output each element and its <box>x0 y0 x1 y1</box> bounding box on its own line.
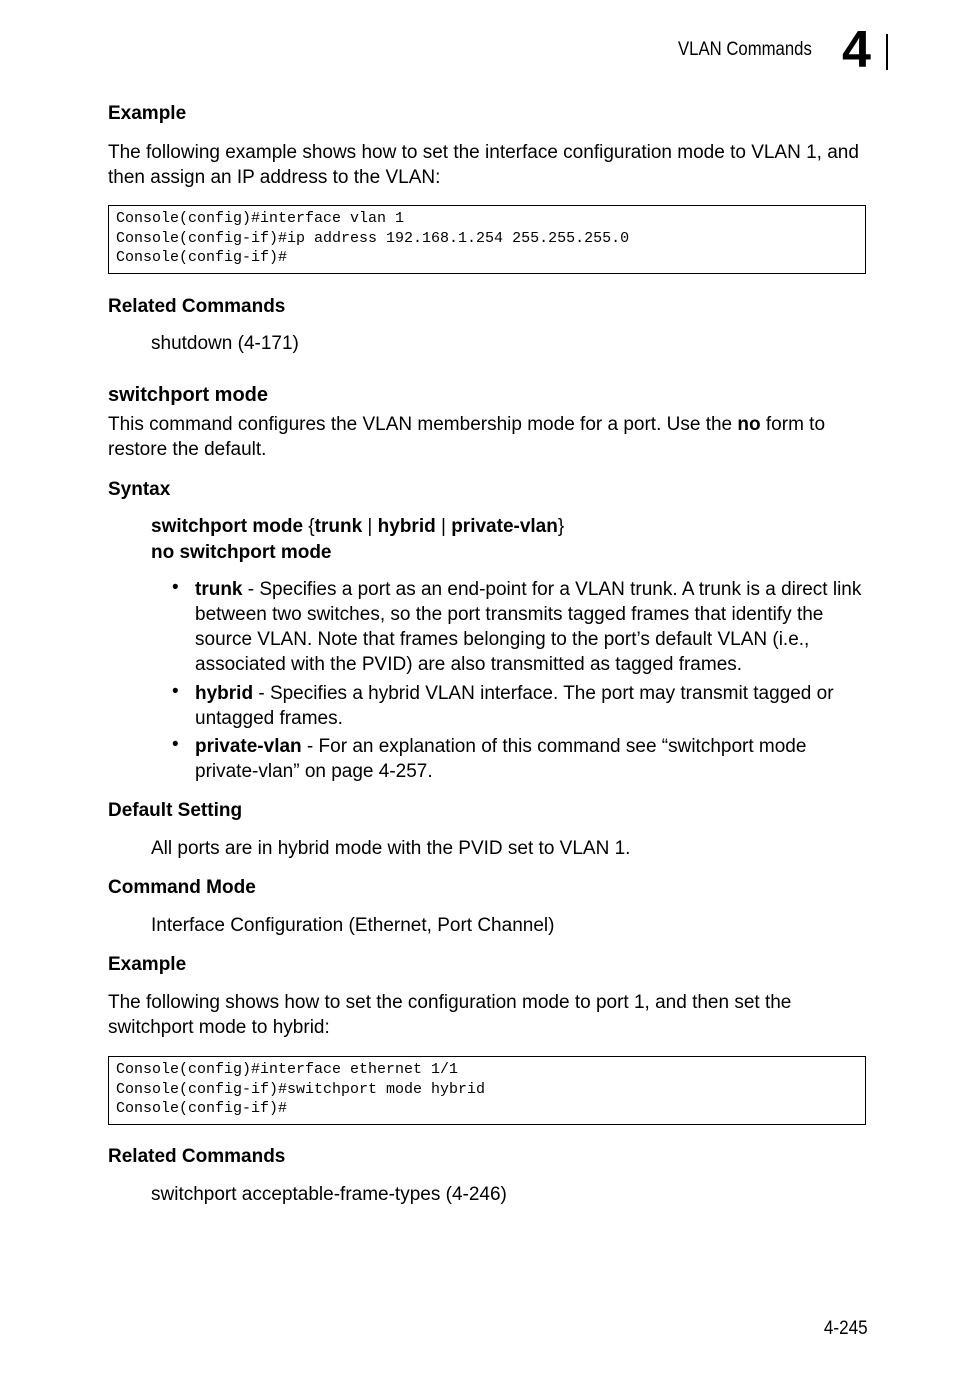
example-intro: The following shows how to set the configuration mode to port 1, and then set the switchport mode to hybrid: <box>108 992 792 1038</box>
code-block <box>108 1056 866 1125</box>
related-commands-heading: Related Commands <box>108 296 286 317</box>
related-command-link: switchport acceptable-frame-types (4-246) <box>151 1184 507 1205</box>
parameter-term: hybrid <box>195 683 254 704</box>
syntax-punct: | <box>362 516 378 537</box>
syntax-heading: Syntax <box>108 479 171 500</box>
bullet-marker: • <box>172 681 179 702</box>
syntax-command: no switchport mode <box>151 542 332 563</box>
description-text: This command configures the VLAN membership mode for a port. Use the <box>108 414 738 435</box>
chapter-number: 4 <box>842 21 871 79</box>
syntax-punct: { <box>303 516 315 537</box>
bullet-marker: • <box>172 734 179 755</box>
command-title: switchport mode <box>108 384 269 406</box>
syntax-punct: | <box>435 516 452 537</box>
parameter-term: private-vlan <box>195 736 302 757</box>
list-item <box>195 734 867 784</box>
syntax-command: switchport mode <box>151 516 304 537</box>
code-line: Console(config-if)#switchport mode hybrid <box>116 1080 486 1098</box>
code-line: Console(config)#interface ethernet 1/1 <box>116 1061 459 1078</box>
parameter-description: - Specifies a hybrid VLAN interface. The port may transmit tagged or untagged frames. <box>195 683 834 729</box>
default-setting-heading: Default Setting <box>108 800 243 821</box>
example-intro: The following example shows how to set the interface configuration mode to VLAN 1, and then assign an IP address to the VLAN: <box>108 142 859 188</box>
example-heading: Example <box>108 954 187 975</box>
bullet-marker: • <box>172 577 179 598</box>
code-line: Console(config-if)#ip address 192.168.1.254 255.255.255.0 <box>116 229 630 247</box>
syntax-no-form <box>151 540 332 565</box>
parameter-description: - Specifies a port as an end-point for a VLAN trunk. A trunk is a direct link between two switches, so the port transmits tagged frames that identify the source VLAN. Note that frames belonging to the port’s default VLAN (i.e., associated with the PVID) are also transmitted as tagged frames. <box>195 579 862 675</box>
related-command-link: shutdown (4-171) <box>151 333 299 354</box>
page-number: 4-245 <box>824 1318 868 1339</box>
example-heading: Example <box>108 103 187 124</box>
related-commands-heading: Related Commands <box>108 1146 286 1167</box>
running-header-title: VLAN Commands <box>678 39 812 60</box>
command-mode-heading: Command Mode <box>108 877 256 898</box>
syntax-punct: } <box>557 516 565 537</box>
chapter-divider <box>886 34 888 70</box>
parameter-description: - For an explanation of this command see “switchport mode private-vlan” on page 4-257. <box>195 736 807 782</box>
syntax-option: trunk <box>314 516 363 537</box>
syntax-option: hybrid <box>377 516 436 537</box>
code-line: Console(config-if)# <box>116 1100 288 1117</box>
list-item <box>195 577 867 677</box>
description-keyword: no <box>737 414 761 435</box>
code-line: Console(config-if)# <box>116 249 288 266</box>
code-block <box>108 205 866 274</box>
default-setting-text: All ports are in hybrid mode with the PVID set to VLAN 1. <box>151 838 631 859</box>
command-description <box>108 412 868 462</box>
syntax-line <box>151 514 564 539</box>
parameter-term: trunk <box>195 579 243 600</box>
list-item <box>195 681 867 731</box>
command-mode-text: Interface Configuration (Ethernet, Port Channel) <box>151 915 555 936</box>
description-text: form to restore the default. <box>108 414 826 460</box>
code-line: Console(config)#interface vlan 1 <box>116 210 405 227</box>
syntax-option: private-vlan <box>451 516 558 537</box>
